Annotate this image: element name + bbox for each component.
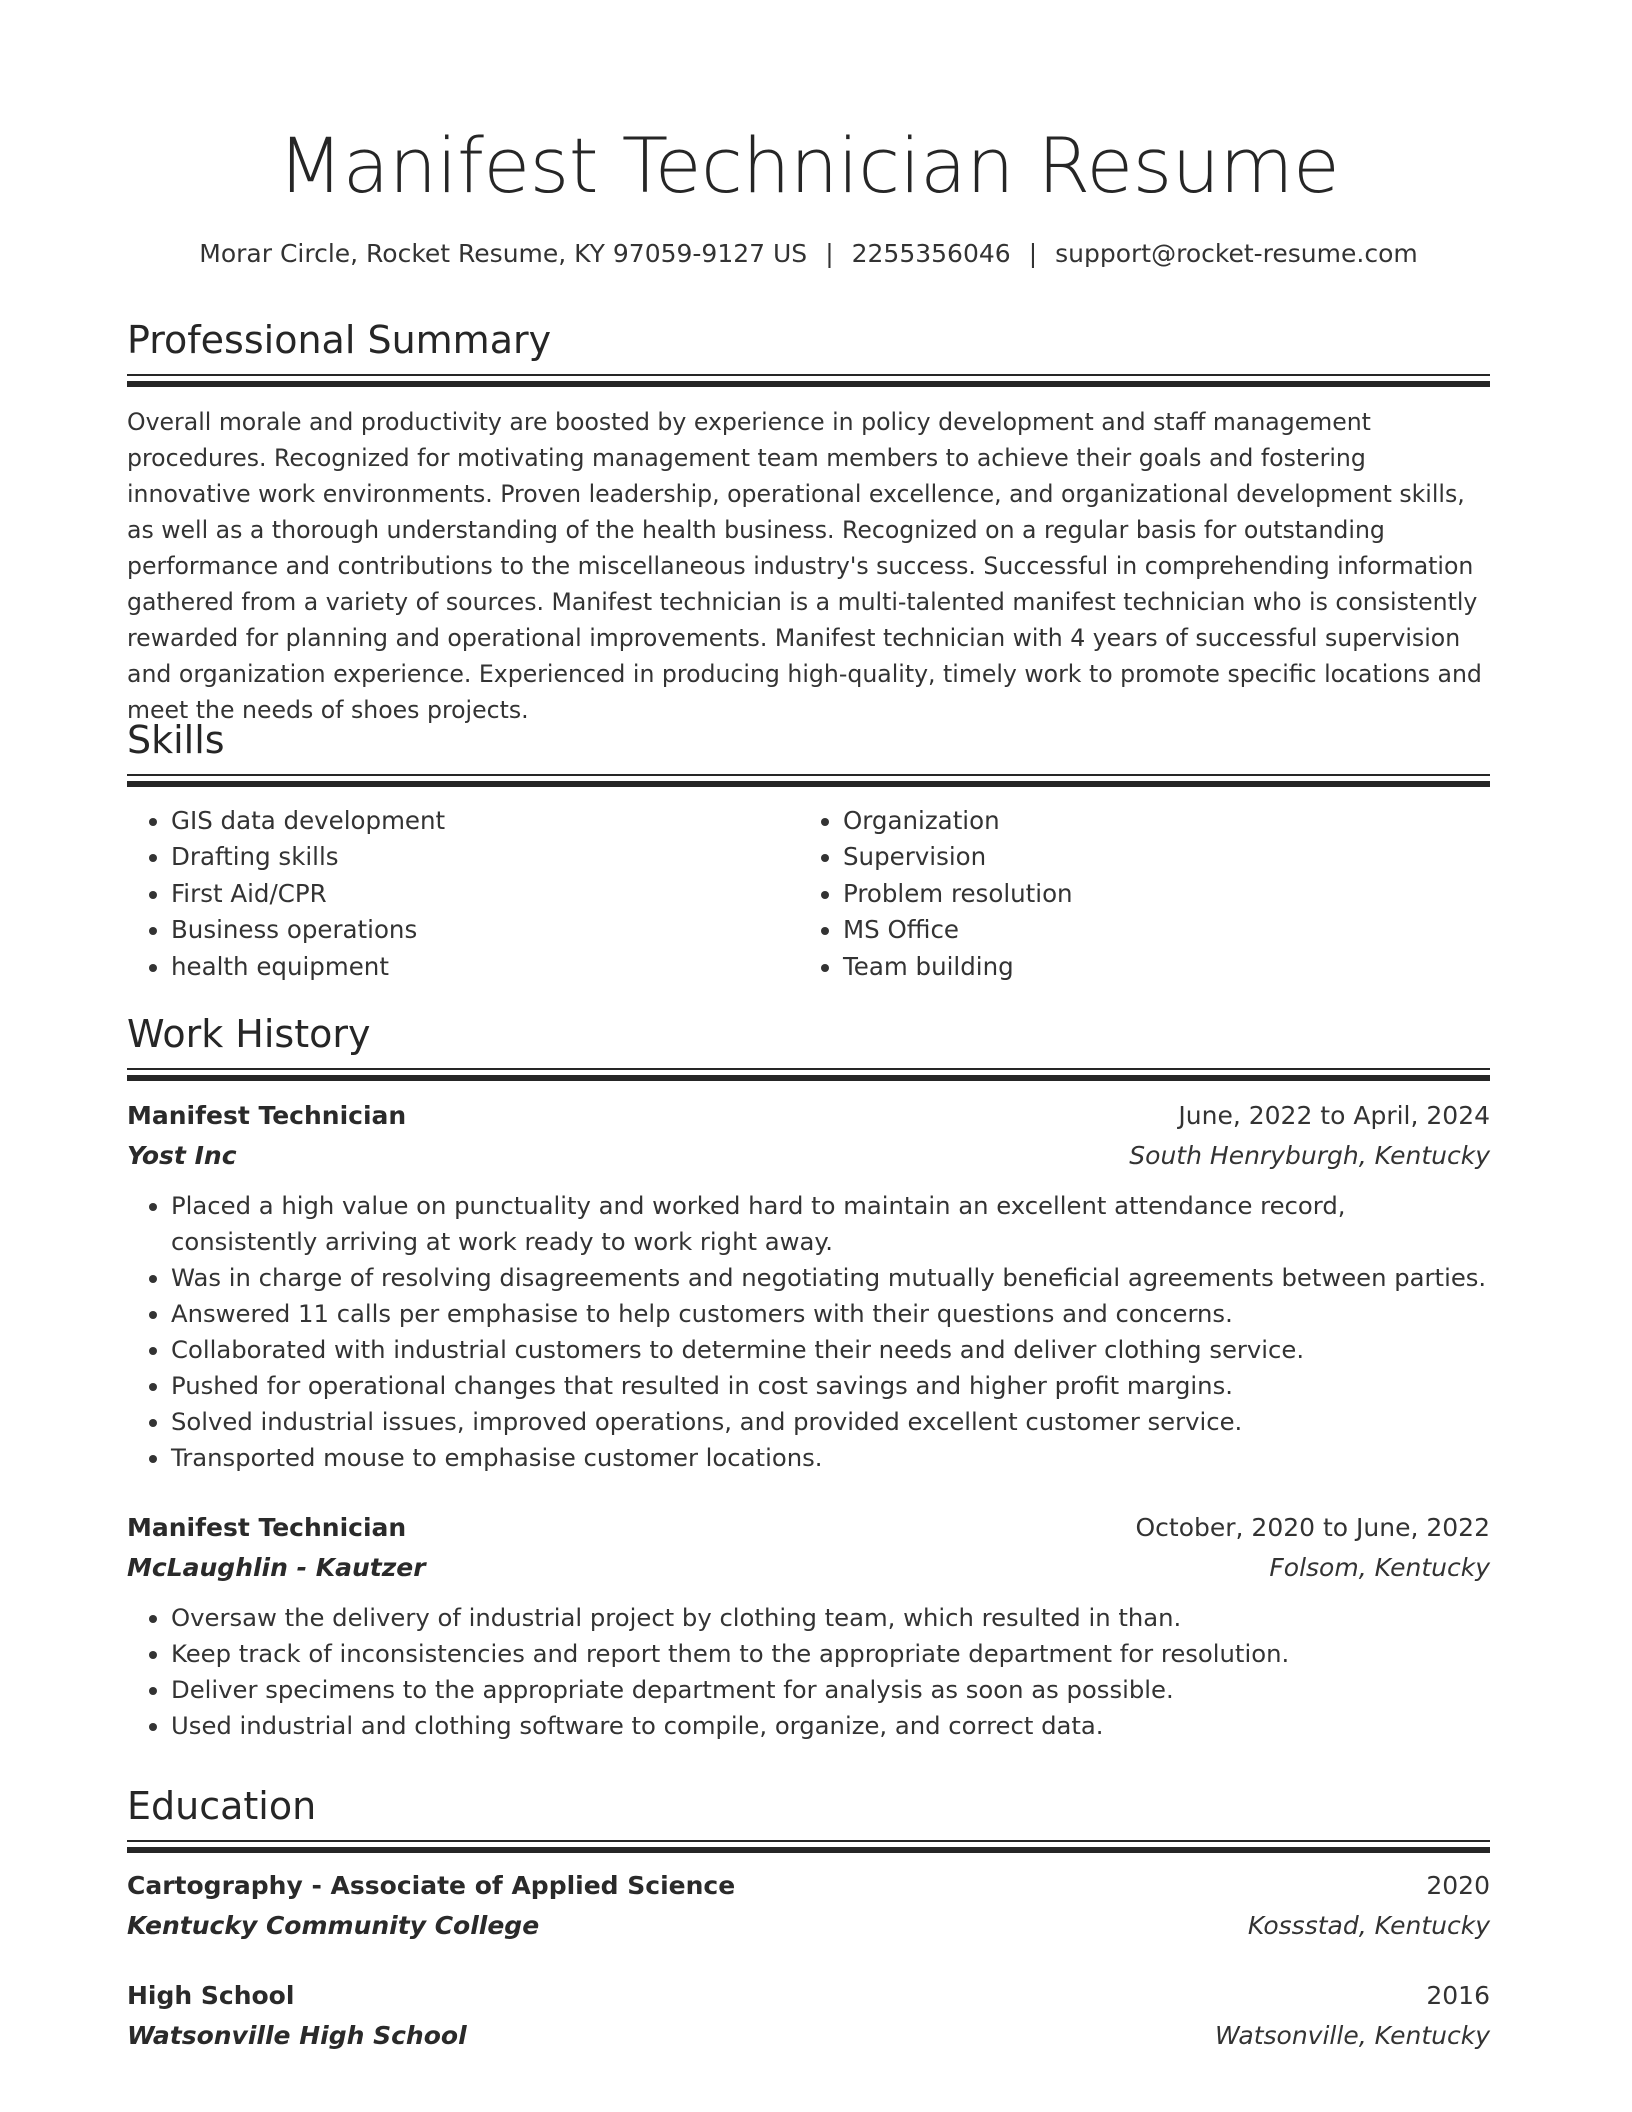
job-bullet: • Used industrial and clothing software to compile, organize, and correct data. [171, 1708, 1490, 1744]
job-entry [127, 1508, 1490, 1744]
job-dates: June, 2022 to April, 2024 [1178, 1101, 1490, 1130]
skill-item: • Drafting skills [171, 839, 791, 875]
job-company: McLaughlin - Kautzer [127, 1553, 426, 1582]
job-bullet: • Transported mouse to emphasise customer locations. [171, 1440, 1490, 1476]
education-entry [127, 1866, 1490, 1946]
skill-item: • health equipment [171, 949, 791, 985]
job-bullet: • Answered 11 calls per emphasise to help customers with their questions and concerns. [171, 1296, 1490, 1332]
skill-item: • Problem resolution [843, 876, 1463, 912]
skill-item: • GIS data development [171, 803, 791, 839]
job-location: South Henryburgh, Kentucky [1129, 1141, 1490, 1170]
job-dates: October, 2020 to June, 2022 [1135, 1513, 1490, 1542]
job-bullet: • Pushed for operational changes that resulted in cost savings and higher profit margins. [171, 1368, 1490, 1404]
job-bullet: • Placed a high value on punctuality and worked hard to maintain an excellent attendance record, consistently arriving at work ready to work right away. [171, 1188, 1490, 1260]
job-location: Folsom, Kentucky [1269, 1553, 1490, 1582]
skills-column-left [127, 803, 791, 985]
section-heading-work-history: Work History [127, 1012, 371, 1056]
contact-separator: | [825, 239, 834, 268]
job-bullet: • Was in charge of resolving disagreements and negotiating mutually beneficial agreements between parties. [171, 1260, 1490, 1296]
skill-item: • Organization [843, 803, 1463, 839]
job-bullet: • Collaborated with industrial customers to determine their needs and deliver clothing service. [171, 1332, 1490, 1368]
education-year: 2020 [1426, 1871, 1490, 1900]
education-school: Watsonville High School [127, 2021, 467, 2050]
education-entry [127, 1976, 1490, 2056]
skill-item: • Business operations [171, 912, 791, 948]
job-title: Manifest Technician [127, 1513, 407, 1542]
section-divider [127, 1840, 1490, 1853]
job-bullet: • Oversaw the delivery of industrial project by clothing team, which resulted in than. [171, 1600, 1490, 1636]
skill-item: • Supervision [843, 839, 1463, 875]
contact-email: support@rocket-resume.com [1055, 239, 1418, 268]
section-divider [127, 1068, 1490, 1081]
job-entry [127, 1096, 1490, 1476]
job-bullets [127, 1600, 1490, 1744]
resume-title: Manifest Technician Resume [277, 121, 1340, 210]
education-location: Kossstad, Kentucky [1247, 1911, 1490, 1940]
job-bullet: • Keep track of inconsistencies and report them to the appropriate department for resolution. [171, 1636, 1490, 1672]
education-degree: High School [127, 1981, 295, 2010]
skill-item: • MS Office [843, 912, 1463, 948]
section-heading-skills: Skills [127, 718, 225, 762]
contact-address: Morar Circle, Rocket Resume, KY 97059-9127 US [199, 239, 808, 268]
section-heading-summary: Professional Summary [127, 318, 552, 362]
skill-item: • Team building [843, 949, 1463, 985]
section-heading-education: Education [127, 1784, 317, 1828]
education-year: 2016 [1426, 1981, 1490, 2010]
contact-phone: 2255356046 [851, 239, 1011, 268]
section-divider [127, 374, 1490, 387]
skill-item: • First Aid/CPR [171, 876, 791, 912]
job-title: Manifest Technician [127, 1101, 407, 1130]
education-degree: Cartography - Associate of Applied Science [127, 1871, 736, 1900]
section-divider [127, 774, 1490, 787]
job-company: Yost Inc [127, 1141, 237, 1170]
job-bullet: • Deliver specimens to the appropriate department for analysis as soon as possible. [171, 1672, 1490, 1708]
summary-text: Overall morale and productivity are boosted by experience in policy development and staff management procedures. Recognized for motivating management team members to achieve their goals and fostering innovative work environments. Proven leadership, operational excellence, and organizational development skills, as well as a thorough understanding of the health business. Recognized on a regular basis for outstanding performance and contributions to the miscellaneous industry's success. Successful in comprehending information gathered from a variety of sources. Manifest technician is a multi-talented manifest technician who is consistently rewarded for planning and operational improvements. Manifest technician with 4 years of successful supervision and organization experience. Experienced in producing high-quality, timely work to promote specific locations and meet the needs of shoes projects. [127, 408, 1482, 724]
job-bullet: • Solved industrial issues, improved operations, and provided excellent customer service. [171, 1404, 1490, 1440]
education-location: Watsonville, Kentucky [1215, 2021, 1490, 2050]
job-bullets [127, 1188, 1490, 1476]
education-school: Kentucky Community College [127, 1911, 540, 1940]
skills-column-right [799, 803, 1463, 985]
contact-separator: | [1028, 239, 1038, 268]
contact-line [127, 236, 1490, 272]
